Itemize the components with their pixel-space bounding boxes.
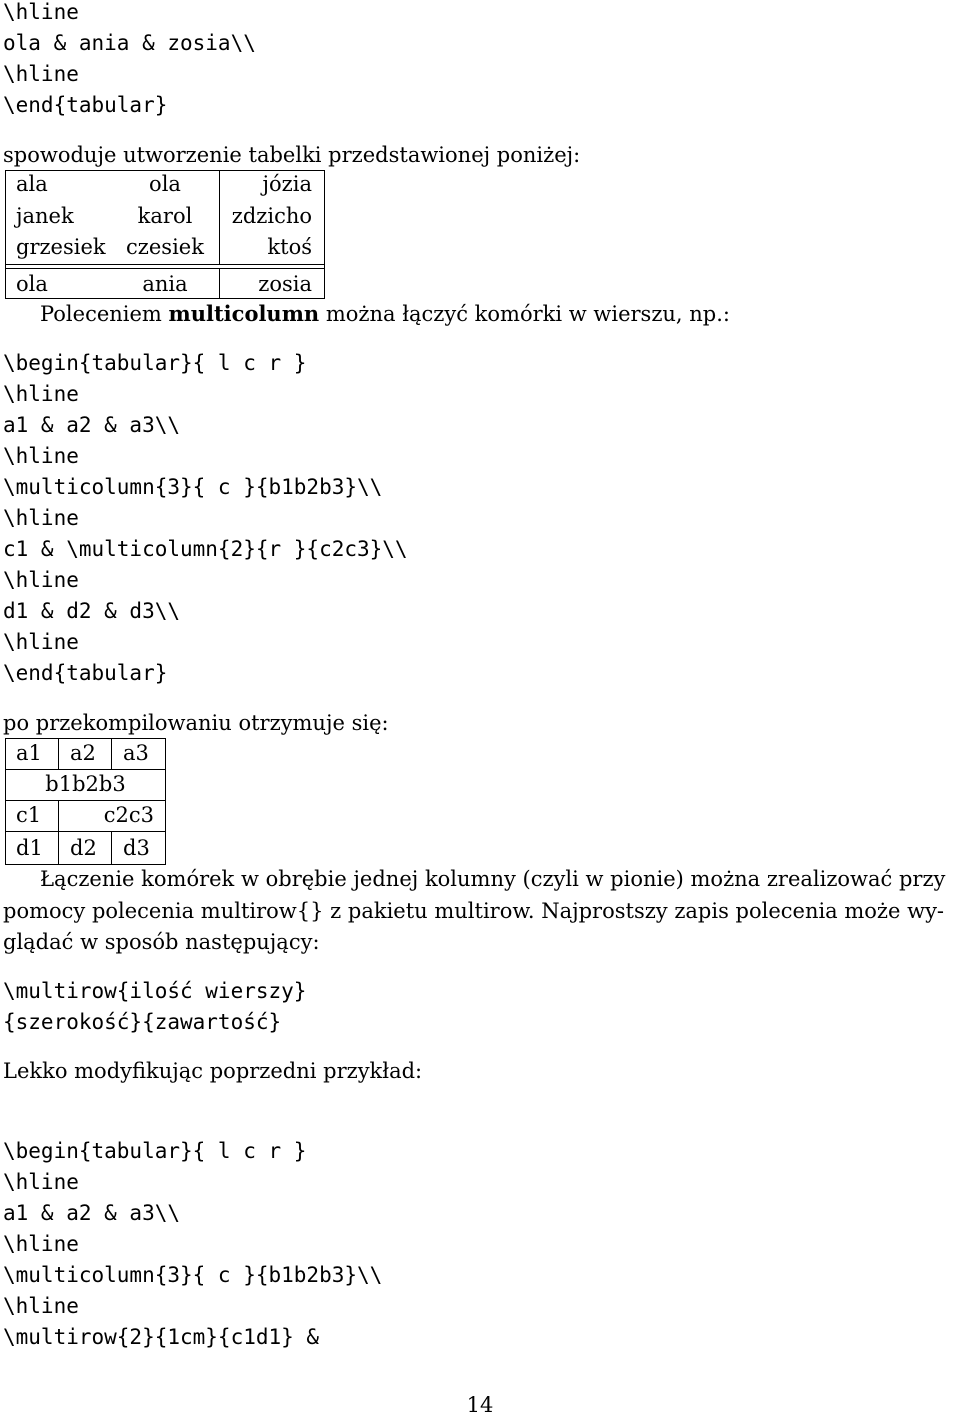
code-line: \hline: [3, 1232, 79, 1256]
code-line: \multicolumn{3}{ c }{b1b2b3}\\: [3, 475, 383, 499]
table-cell: ktoś: [267, 235, 312, 259]
paragraph-multirow-line: pomocy polecenia multirow{} z pakietu multirow. Najprostszy zapis polecenia może wy-: [3, 899, 945, 923]
table-cell-merged: c2c3: [103, 803, 154, 827]
table-cell: a2: [70, 741, 96, 765]
paragraph-modify: Lekko modyfikując poprzedni przykład:: [3, 1059, 423, 1083]
code-line: \hline: [3, 62, 79, 86]
code-line: a1 & a2 & a3\\: [3, 413, 181, 437]
code-line: \multirow{ilość wierszy}: [3, 979, 307, 1003]
code-line: \multirow{2}{1cm}{c1d1} &: [3, 1325, 320, 1349]
code-line: \hline: [3, 1170, 79, 1194]
page-number: 14: [466, 1393, 494, 1417]
code-line: \hline: [3, 444, 79, 468]
table-cell: c1: [16, 803, 42, 827]
code-line: \hline: [3, 1294, 79, 1318]
table-cell: a1: [16, 741, 42, 765]
table-cell: karol: [137, 204, 193, 228]
table-cell: ala: [16, 172, 48, 196]
table-cell-merged: b1b2b3: [45, 772, 126, 796]
code-line: \begin{tabular}{ l c r }: [3, 351, 307, 375]
text-run: można łączyć komórki w wierszu, np.:: [319, 302, 730, 326]
code-line: d1 & d2 & d3\\: [3, 599, 181, 623]
paragraph-result: po przekompilowaniu otrzymuje się:: [3, 711, 389, 735]
code-line: \end{tabular}: [3, 93, 168, 117]
code-line: c1 & \multicolumn{2}{r }{c2c3}\\: [3, 537, 408, 561]
table-cell: d2: [70, 836, 97, 860]
table-cell: czesiek: [126, 235, 204, 259]
paragraph-intro: spowoduje utworzenie tabelki przedstawionej poniżej:: [3, 143, 581, 167]
table-cell: ania: [142, 272, 188, 296]
table-cell: ola: [16, 272, 48, 296]
table-cell: d1: [16, 836, 43, 860]
code-line: a1 & a2 & a3\\: [3, 1201, 181, 1225]
paragraph-multirow-line: Łączenie komórek w obrębie jednej kolumny (czyli w pionie) można zrealizować przy: [40, 867, 946, 891]
code-line: \hline: [3, 506, 79, 530]
code-line: \begin{tabular}{ l c r }: [3, 1139, 307, 1163]
table-cell: janek: [16, 204, 74, 228]
code-line: \hline: [3, 0, 79, 24]
table-cell: zdzicho: [231, 204, 312, 228]
text-run: Poleceniem: [40, 302, 169, 326]
keyword-multicolumn: multicolumn: [168, 301, 320, 326]
code-line: \multicolumn{3}{ c }{b1b2b3}\\: [3, 1263, 383, 1287]
table-cell: zosia: [258, 272, 312, 296]
code-line: ola & ania & zosia\\: [3, 31, 256, 55]
code-line: \hline: [3, 382, 79, 406]
code-line: \end{tabular}: [3, 661, 168, 685]
paragraph-multirow-line: glądać w sposób następujący:: [3, 930, 320, 954]
table-cell: grzesiek: [16, 235, 106, 259]
code-line: {szerokość}{zawartość}: [3, 1010, 282, 1034]
table-cell: józia: [262, 172, 312, 196]
table-cell: ola: [149, 172, 181, 196]
table-cell: a3: [123, 741, 149, 765]
paragraph-multicolumn: [40, 301, 730, 327]
table-cell: d3: [123, 836, 150, 860]
code-line: \hline: [3, 568, 79, 592]
code-line: \hline: [3, 630, 79, 654]
